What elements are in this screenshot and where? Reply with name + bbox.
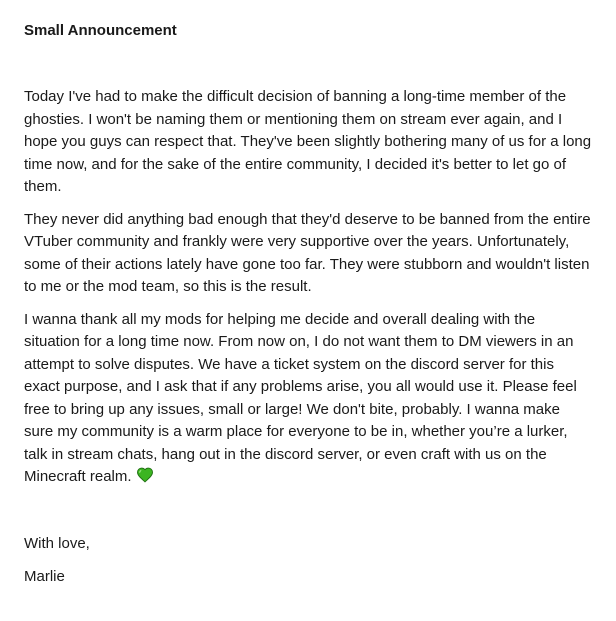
paragraph-3-text: I wanna thank all my mods for helping me decide and overall dealing with the situation for a long time now. From now on, I do not want them to DM viewers in an attempt to solve disputes. We have a ticket system on the discord server for this exact purpose, and I ask that if any problems arise, you all would use it. Please feel free to bring up any issues, small or large! We don't bite, probably. I wanna make sure my community is a warm place for everyone to be in, whether you’re a lurker, talk in stream chats, hang out in the discord server, or even craft with us on the Minecraft realm.: [24, 310, 577, 485]
green-heart-icon: [136, 466, 154, 484]
signature: Marlie: [24, 567, 65, 585]
closing-line: With love,: [24, 534, 90, 552]
paragraph-3: [24, 309, 592, 489]
announcement-title: Small Announcement: [24, 22, 177, 39]
paragraph-2: They never did anything bad enough that they'd deserve to be banned from the entire VTuber community and frankly were very supportive over the years. Unfortunately, some of their actions lately have gone too far. They were stubborn and wouldn't listen to me or the mod team, so this is the result.: [24, 210, 591, 295]
announcement-document: [24, 20, 592, 588]
paragraph-1: Today I've had to make the difficult decision of banning a long-time member of the ghosties. I won't be naming them or mentioning them on stream ever again, and I hope you guys can respect that. They've been slightly bothering many of us for a long time now, and for the sake of the entire community, I decided it's better to let go of them.: [24, 88, 592, 195]
